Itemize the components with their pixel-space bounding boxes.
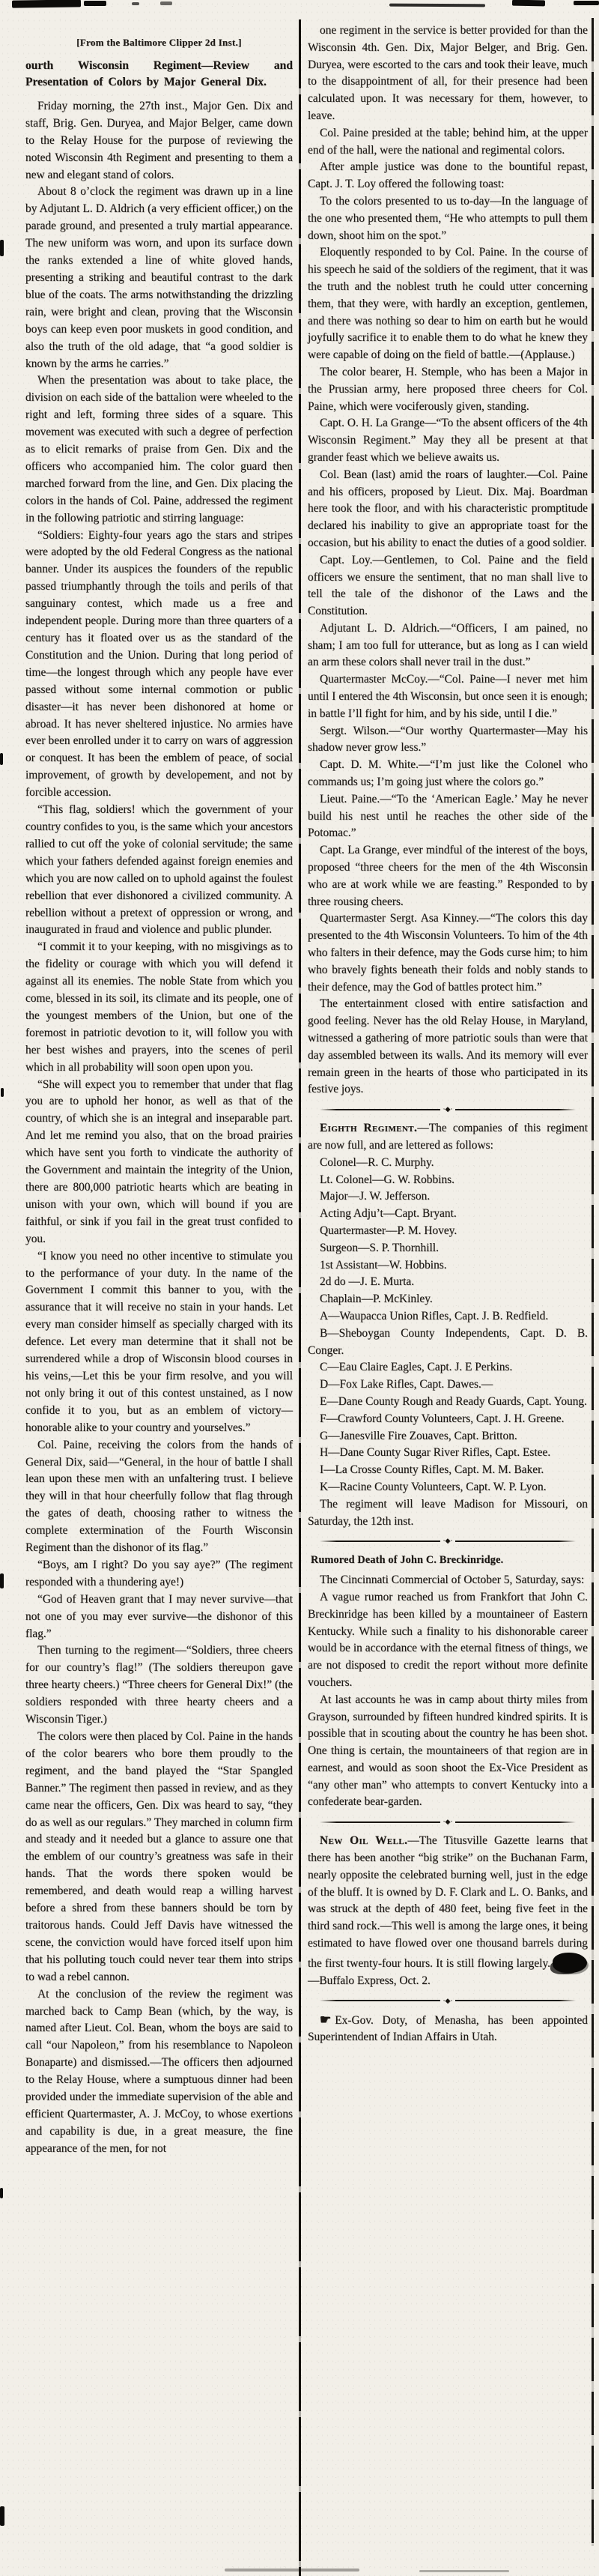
paragraph: Col. Bean (last) amid the roars of laughter.—Col. Paine and his officers, proposed by Lieut. Dix. Maj. Boardman here took the floor, and with his characteristic promptitude declared his inability to give an appropriate toast for the occasion, but his ability to enact the duties of a good soldier. xyxy=(308,468,588,549)
list-item: D—Fox Lake Rifles, Capt. Dawes.— xyxy=(320,1378,493,1391)
torn-edge-mark xyxy=(84,1,106,6)
section-lead-smallcaps: Eighth Regiment. xyxy=(320,1122,418,1135)
eighth-regiment-lead xyxy=(308,1120,588,1155)
left-column xyxy=(25,34,293,2158)
paragraph: “God of Heaven grant that I may never survive—that not one of you may ever survive—the dishonor of this flag.” xyxy=(25,1592,293,1640)
torn-edge-mark xyxy=(512,0,545,6)
scan-edge-mark xyxy=(0,2188,3,2198)
torn-edge-mark xyxy=(160,1,172,5)
paragraph: At last accounts he was in camp about thirty miles from Grayson, surrounded by fifteen hundred kindred spirits. It is possible that in scouting about the country he has been shot. One thing is certain, the mountaineers of that region are in earnest, and would as soon shoot the Ex-Vice President as “any other man” who attempts to convert Kentucky into a confederate bear-garden. xyxy=(308,1693,588,1809)
paragraph: Then turning to the regiment—“Soldiers, three cheers for our country’s flag!” (The soldiers thereupon gave three hearty cheers.) “Three cheers for General Dix!” (the soldiers responded with three hearty cheers and a Wisconsin Tiger.) xyxy=(25,1644,293,1726)
list-item: Lt. Colonel—G. W. Robbins. xyxy=(320,1173,454,1186)
paragraph: The regiment will leave Madison for Missouri, on Saturday, the 12th inst. xyxy=(308,1497,588,1528)
doty-item xyxy=(308,2012,588,2047)
column-rule xyxy=(299,19,301,2576)
toast-paragraph: Adjutant L. D. Aldrich.—“Officers, I am pained, no sham; I am too full for utterance, but as long as I can wield an arm these colors shall never trail in the dust.” xyxy=(308,621,588,669)
oil-well-credit: —Buffalo Express, Oct. 2. xyxy=(308,1974,431,1987)
list-item: F—Crawford County Volunteers, Capt. J. H. Greene. xyxy=(320,1412,565,1425)
list-item: Acting Adju’t—Capt. Bryant. xyxy=(320,1207,457,1221)
paragraph: one regiment in the service is better provided for than the Wisconsin 4th. Gen. Dix, Major Belger, and Brig. Gen. Duryea, were escorted to the cars and took their leave, much to the disappointment of all, for their presence had been calculated upon. It was necessary for them, however, to leave. xyxy=(308,24,588,122)
toast-paragraph: To the colors presented to us to-day—In the language of the one who presented them, “He who attempts to pull them down, shoot him on the spot.” xyxy=(308,194,588,242)
list-item: Surgeon—S. P. Thornhill. xyxy=(320,1241,439,1254)
oil-well-paragraph xyxy=(308,1833,588,1989)
scan-edge-mark xyxy=(0,1573,4,1588)
paragraph: “This flag, soldiers! which the government of your country confides to you, is the same which your ancestors rallied to cut off the yoke of colonial servitude; the same which your fathers defended against foreign enemies and which you are now called on to uphold against the foulest rebellion that ever dishonored a civilized community. A rebellion without a pretext of oppression or wrong, and inaugurated in fraud and violence and public plunder. xyxy=(25,803,293,937)
toast-paragraph: Quartermaster Sergt. Asa Kinney.—“The colors this day presented to the 4th Wisconsin Volunteers. To him of the 4th who falters in their defence, may the Gods curse him; to him who bravely fights beneath their folds and nobly stands to their defence, may the God of battles protect him.” xyxy=(308,912,588,994)
torn-edge-mark xyxy=(389,4,485,7)
scan-edge-mark xyxy=(0,240,4,256)
paragraph: Eloquently responded to by Col. Paine. In the course of his speech he said of the soldiers of the regiment, that it was the truth and the noblest truth he could utter concerning them, that they were, with hardly an exception, gentlemen, and there was nothing so dear to him on earth but he would joyfully sacrifice it to enable them to do what he knew they were capable of doing on the field of battle.—(Applause.) xyxy=(308,246,588,362)
paragraph: “I commit it to your keeping, with no misgivings as to the fidelity or courage with which you will defend it against all its enemies. The noble State from which you come, blessed in its soil, its climate and its people, one of the youngest members of the Union, but one of the foremost in patriotic devotion to it, will follow you with her best wishes and prayers, into the scenes of peril which in all probability will soon open upon you. xyxy=(25,940,293,1074)
list-item: Quartermaster—P. M. Hovey. xyxy=(320,1224,457,1237)
list-item: K—Racine County Volunteers, Capt. W. P. Lyon. xyxy=(320,1480,547,1493)
paragraph: The entertainment closed with entire satisfaction and good feeling. Never has the old Relay House, in Maryland, witnessed a gathering of more patriotic souls than were that day assembled between its walls. And its memory will ever remain green in the hearts of those who participated in its festive joys. xyxy=(308,997,588,1096)
torn-edge-mark xyxy=(574,1,599,5)
list-item: Colonel—R. C. Murphy. xyxy=(320,1155,434,1169)
scan-edge-mark xyxy=(0,2506,4,2526)
paragraph: After ample justice was done to the bountiful repast, Capt. J. T. Loy offered the following toast: xyxy=(308,160,588,191)
oil-well-body: —The Titusville Gazette learns that there has been another “big strike” on the Buchanan Farm, nearly opposite the celebrated burning well, just in the edge of the bluff. It is owned by D. F. Clark and L. O. Banks, and was struck at the depth of 480 feet, being five feet in the third sand rock.—This well is among the large ones, it being estimated to have flowed over one thousand barrels during the first twenty-four hours. It is still flowing largely. xyxy=(308,1834,588,1970)
list-item: C—Eau Claire Eagles, Capt. J. E Perkins. xyxy=(320,1361,513,1374)
right-column xyxy=(308,22,588,2046)
paragraph: The color bearer, H. Stemple, who has been a Major in the Prussian army, here proposed three cheers for Col. Paine, which were vociferously given, standing. xyxy=(308,365,588,413)
scan-smudge xyxy=(419,2570,509,2572)
list-item: Major—J. W. Jefferson. xyxy=(320,1190,431,1203)
section-divider xyxy=(320,1104,576,1115)
paragraph: Friday morning, the 27th inst., Major Gen. Dix and staff, Brig. Gen. Duryea, and Major Belger, came down to the Relay House for the purpose of reviewing the noted Wisconsin 4th Regiment and presenting to them a new and elegant stand of colors. xyxy=(25,99,293,181)
toast-paragraph: Lieut. Paine.—“To the ‘American Eagle.’ May he never build his nest until he reaches the other side of the Potomac.” xyxy=(308,792,588,840)
paragraph: The colors were then placed by Col. Paine in the hands of the color bearers who bore them proudly to the regiment, and the band played the “Star Spangled Banner.” The regiment then passed in review, and as they came near the officers, Gen. Dix was heard to say, “they do as well as our regulars.” They marched in column firm and steady and it needed but a glance to assure one that the emblem of our country’s greatness was safe in their hands. That the words there spoken would be remembered, and death would reap a willing harvest before a shred from these banners should be torn by traitorous hands. Could Jeff Davis have witnessed the scene, the conviction would have forced itself upon him that his polluting touch could never tear them into strips to wad a rebel cannon. xyxy=(25,1730,293,1983)
toast-paragraph: Capt. D. M. White.—“I’m just like the Colonel who commands us; I’m going just where the colors go.” xyxy=(308,758,588,789)
paragraph: At the conclusion of the review the regiment was marched back to Camp Bean (which, by the way, is named after Lieut. Col. Bean, whom the boys are said to call “our Napoleon,” from his resemblance to Napoleon Bonaparte) and dismissed.—The officers then adjourned to the Relay House, where a sumptuous dinner had been provided under the immediate supervision of the able and efficient Quartermaster, A. J. McCoy, to whose exertions and capability is due, in a great measure, the fine appearance of the men, for not xyxy=(25,1987,293,2155)
scan-edge-mark xyxy=(1,1088,4,1097)
list-item: Chaplain—P. McKinley. xyxy=(320,1292,433,1306)
paragraph: The Cincinnati Commercial of October 5, Saturday, says: xyxy=(320,1573,585,1587)
doty-text: Ex-Gov. Doty, of Menasha, has been appointed Superintendent of Indian Affairs in Utah. xyxy=(308,2013,588,2044)
paragraph: “Soldiers: Eighty-four years ago the stars and stripes were adopted by the old Federal Congress as the national banner. Under its auspices the founders of the republic passed triumphantly through the toils and perils of that sanguinary contest, which made us a free and independent people. During more than three quarters of a century has it floated over us as the standard of the Constitution and the Union. During that long period of time—the longest through which any people have ever passed without some internal commotion or public disaster—it has never been dishonored at home or abroad. It has never sheltered injustice. No armies have ever been enrolled under it to carry on wars of aggression or conquest. It has been the emblem of peace, of social improvement, of growth by developement, and not by forcible accession. xyxy=(25,528,293,799)
list-item: B—Sheboygan County Independents, Capt. D. B. Conger. xyxy=(308,1326,588,1357)
scan-edge-mark xyxy=(0,753,3,765)
section-divider xyxy=(320,1995,576,2007)
divider-ornament-icon: ·◆· xyxy=(443,1105,453,1113)
paragraph: A vague rumor reached us from Frankfort that John C. Breckinridge has been killed by a mountaineer of Eastern Kentucky. While such a finality to his dishonorable career would be in accordance with the eternal fitness of things, we are not disposed to credit the report without more definite vouchers. xyxy=(308,1590,588,1689)
list-item: A—Waupacca Union Rifles, Capt. J. B. Redfield. xyxy=(320,1309,549,1322)
list-item: 2d do —J. E. Murta. xyxy=(320,1275,415,1289)
paragraph: “I know you need no other incentive to stimulate you to the performance of your duty. In the name of the Government I commit this banner to you, with the assurance that it will receive no stain in your hands. Let every man consider himself as specially charged with its defence. Let every man determine that it shall not be surrendered while a drop of Wisconsin blood courses in his veins,—Let this be your firm resolve, and you will not only bring it out of this contest unstained, as I now confide it to you, but as an emblem of victory—honorable alike to your country and yourselves.” xyxy=(25,1249,293,1434)
paragraph: About 8 o’clock the regiment was drawn up in a line by Adjutant L. D. Aldrich (a very efficient officer,) on the parade ground, and presented a truly martial appearance. The new uniform was worn, and upon its surface down the ranks extended a line of white gloved hands, presenting a striking and beautiful contrast to the dark blue of the coats. The arms notwithstanding the drizzling rain, were bright and clean, proving that the Wisconsin boys can keep even poor muskets in good condition, and also the truth of the old adage, that “a good soldier is known by the arms he carries.” xyxy=(25,185,293,370)
toast-paragraph: Quartermaster McCoy.—“Col. Paine—I never met him until I entered the 4th Wisconsin, but once seen it is enough; in battle I’ll fight for him, and by his side, until I die.” xyxy=(308,673,588,720)
ink-blot xyxy=(553,1953,587,1973)
scan-smudge xyxy=(225,2569,359,2572)
list-item: G—Janesville Fire Zouaves, Capt. Britton. xyxy=(320,1429,517,1442)
list-item: I—La Crosse County Rifles, Capt. M. M. Baker. xyxy=(320,1463,544,1477)
list-item: E—Dane County Rough and Ready Guards, Capt. Young. xyxy=(320,1394,587,1408)
page-edge-rule xyxy=(592,18,594,2546)
divider-ornament-icon: ·◆· xyxy=(443,1537,453,1545)
toast-paragraph: Capt. O. H. La Grange—“To the absent officers of the 4th Wisconsin Regiment.” May they all be present at that grander feast which we believe awaits us. xyxy=(308,417,588,464)
manicule-icon: ☛ xyxy=(320,2012,332,2027)
source-dateline: [From the Baltimore Clipper 2d Inst.] xyxy=(76,37,242,48)
section-divider xyxy=(320,1816,576,1827)
toast-paragraph: Capt. Loy.—Gentlemen, to Col. Paine and the field officers we ensure the sentiment, that no man shall live to tell the tale of the dishonor of the Laws and the Constitution. xyxy=(308,553,588,618)
breckinridge-headline: Rumored Death of John C. Breckinridge. xyxy=(311,1554,504,1567)
section-lead-smallcaps: New Oil Well. xyxy=(320,1834,408,1848)
torn-edge-mark xyxy=(132,2,139,5)
list-item: H—Dane County Sugar River Rifles, Capt. Estee. xyxy=(320,1446,551,1460)
paragraph: Col. Paine, receiving the colors from the hands of General Dix, said—“General, in the hour of battle I shall lean upon these men with an unfaltering trust. I believe they will in that hour cheerfully follow that flag through the gates of death, choosing rather to witness the complete extermination of the Fourth Wisconsin Regiment than the dishonor of its flag.” xyxy=(25,1438,293,1555)
section-divider xyxy=(320,1535,576,1546)
divider-ornament-icon: ·◆· xyxy=(443,1818,453,1826)
torn-edge-mark xyxy=(12,0,81,8)
divider-ornament-icon: ·◆· xyxy=(443,1996,453,2004)
section-lead-rest: —The companies of this regiment are now full, and are lettered as follows: xyxy=(308,1122,588,1152)
article-headline: ourth Wisconsin Regiment—Review and Presentation of Colors by Major General Dix. xyxy=(25,58,293,88)
list-item: 1st Assistant—W. Hobbins. xyxy=(320,1258,447,1272)
paragraph: Col. Paine presided at the table; behind him, at the upper end of the hall, were the national and regimental colors. xyxy=(308,126,588,157)
paragraph: “Boys, am I right? Do you say aye?” (The regiment responded with a thundering aye!) xyxy=(25,1558,293,1588)
toast-paragraph: Sergt. Wilson.—“Our worthy Quartermaster—May his shadow never grow less.” xyxy=(308,724,588,755)
paragraph: “She will expect you to remember that under that flag you are to uphold her honor, as well as that of the country, of which she is an integral and inseparable part. And let me remind you also, that on the broad prairies which have sent you forth to vindicate the authority of the Government and maintain the integrity of the Union, there are 800,000 patriotic hearts which are beating in unison with your own, which will bound if you are faithful, or sink if you fail in the great trust confided to you. xyxy=(25,1077,293,1245)
paragraph: Capt. La Grange, ever mindful of the interest of the boys, proposed “three cheers for the men of the 4th Wisconsin who are at work while we are feasting.” Responded to by three rousing cheers. xyxy=(308,844,588,908)
paragraph: When the presentation was about to take place, the division on each side of the battalion were wheeled to the right and left, forming three sides of a square. This movement was executed with such a degree of perfection as to elicit remarks of praise from Gen. Dix and the officers who accompanied him. The color guard then marched forward from the line, and Gen. Dix placing the colors in the hands of Col. Paine, addressed the regiment in the following patriotic and stirring language: xyxy=(25,374,293,524)
